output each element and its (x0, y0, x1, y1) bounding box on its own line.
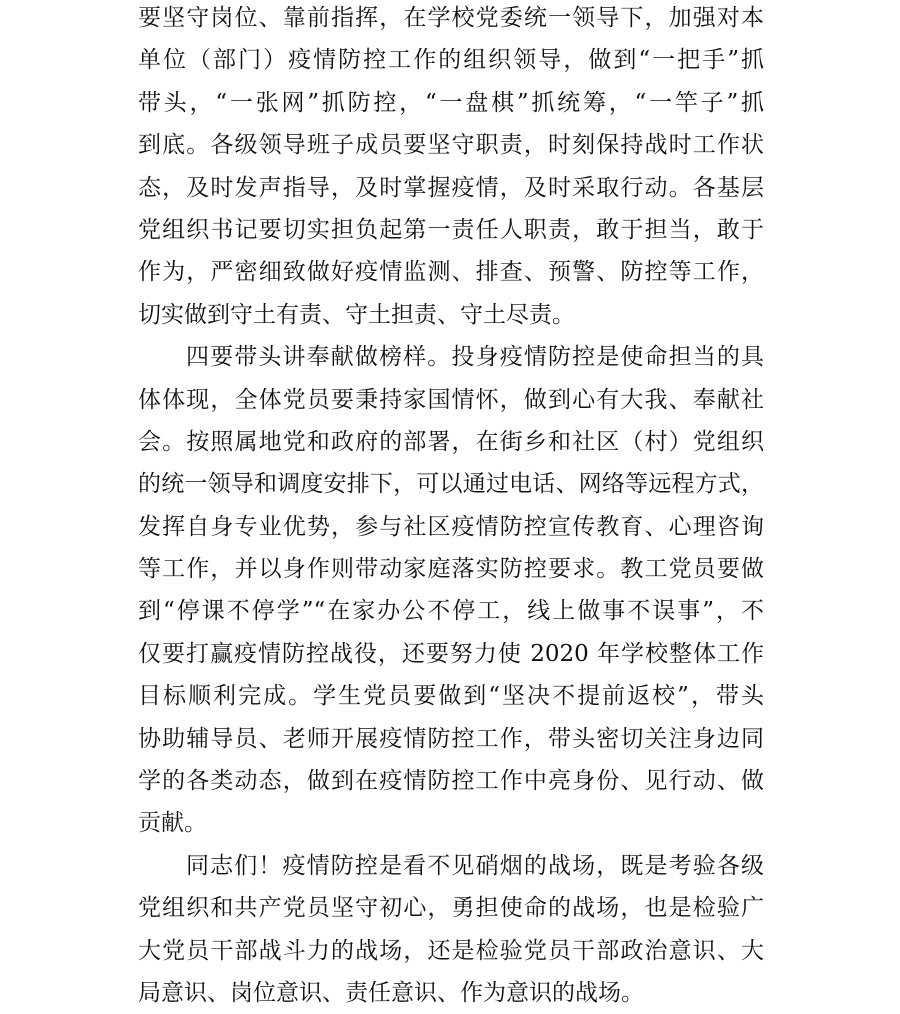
text-line: 协助辅导员、老师开展疫情防控工作，带头密切关注身边同 (138, 725, 764, 752)
text-line: 切实做到守土有责、守土担责、守土尽责。 (138, 301, 575, 328)
text-line: 到底。各级领导班子成员要坚守职责，时刻保持战时工作状 (138, 132, 764, 159)
paragraph-closing (138, 845, 764, 1014)
text-line: 学的各类动态，做到在疫情防控工作中亮身份、见行动、做 (138, 768, 764, 795)
text-line: 发挥自身专业优势，参与社区疫情防控宣传教育、心理咨询 (138, 513, 764, 540)
document-body (138, 0, 764, 1014)
text-line: 局意识、岗位意识、责任意识、作为意识的战场。 (138, 979, 644, 1006)
text-line: 仅要打赢疫情防控战役，还要努力使 2020 年学校整体工作 (138, 640, 764, 667)
paragraph-duty-leadership (138, 0, 764, 336)
text-line: 目标顺利完成。学生党员要做到“坚决不提前返校”，带头 (138, 683, 764, 710)
text-line: 党组织和共产党员坚守初心，勇担使命的战场，也是检验广 (138, 895, 764, 922)
text-line: 体体现，全体党员要秉持家国情怀，做到心有大我、奉献社 (138, 386, 764, 413)
text-line: 态，及时发声指导，及时掌握疫情，及时采取行动。各基层 (138, 174, 764, 201)
text-line: 大党员干部战斗力的战场，还是检验党员干部政治意识、大 (138, 937, 764, 964)
text-line: 贡献。 (138, 810, 207, 837)
text-line: 等工作，并以身作则带动家庭落实防控要求。教工党员要做 (138, 556, 764, 583)
text-line: 带头，“一张网”抓防控，“一盘棋”抓统筹，“一竿子”抓 (138, 89, 764, 116)
text-line: 同志们！疫情防控是看不见硝烟的战场，既是考验各级 (186, 852, 764, 879)
text-line: 到“停课不停学”“在家办公不停工，线上做事不误事”，不 (138, 598, 764, 625)
text-line: 会。按照属地党和政府的部署，在街乡和社区（村）党组织 (138, 428, 764, 455)
text-line: 要坚守岗位、靠前指挥，在学校党委统一领导下，加强对本 (138, 5, 764, 31)
text-line: 单位（部门）疫情防控工作的组织领导，做到“一把手”抓 (138, 47, 764, 74)
text-line: 四要带头讲奉献做榜样。投身疫情防控是使命担当的具 (186, 344, 764, 371)
text-line: 作为，严密细致做好疫情监测、排查、预警、防控等工作， (138, 259, 764, 286)
text-line: 的统一领导和调度安排下，可以通过电话、网络等远程方式， (138, 471, 764, 498)
paragraph-dedication (138, 336, 764, 845)
text-line: 党组织书记要切实担负起第一责任人职责，敢于担当，敢于 (138, 216, 764, 243)
